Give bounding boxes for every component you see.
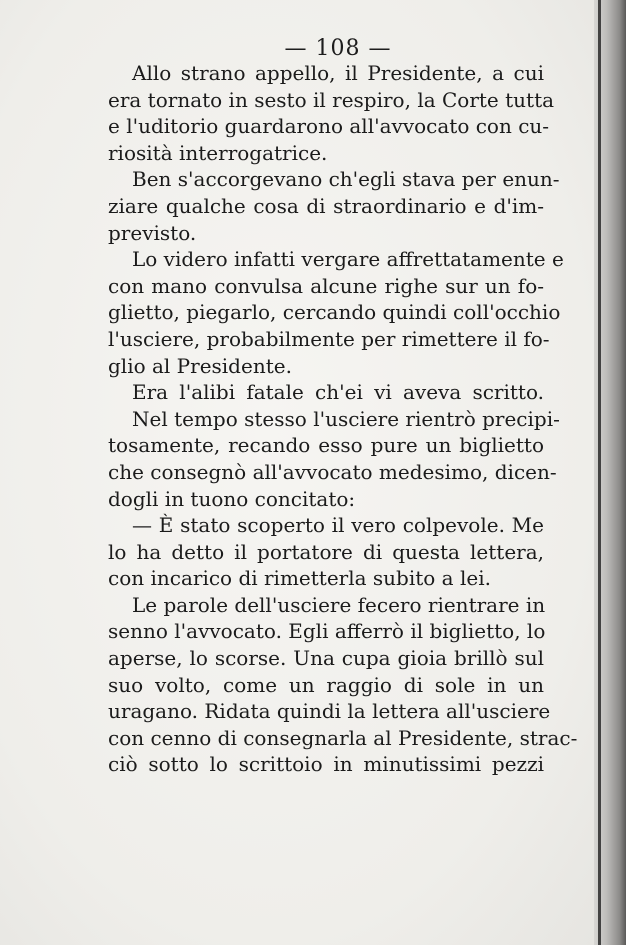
text-line: suo volto, come un raggio di sole in un [108,672,544,697]
text-line: previsto. [108,220,197,245]
text-line: uragano. Ridata quindi la lettera all'usciere [108,699,551,724]
text-line: glio al Presidente. [108,353,292,378]
text-line: con mano convulsa alcune righe sur un fo- [108,273,544,298]
text-line: tosamente, recando esso pure un biglietto [108,433,544,458]
text-line: e l'uditorio guardarono all'avvocato con cu- [108,114,550,139]
text-line: lo ha detto il portatore di questa lettera, [108,539,544,564]
text-line: l'usciere, probabilmente per rimettere il fo- [108,326,550,351]
text-line: ciò sotto lo scrittoio in minutissimi pezzi [108,752,544,777]
text-line: con incarico di rimetterla subito a lei. [108,566,491,591]
text-line: senno l'avvocato. Egli afferrò il biglietto, lo [108,619,546,644]
text-line: Ben s'accorgevano ch'egli stava per enun- [132,167,560,192]
text-line: Allo strano appello, il Presidente, a cui [132,61,544,85]
text-line: dogli in tuono concitato: [108,486,356,511]
text-line: — È stato scoperto il vero colpevole. Me [132,513,544,538]
text-line: glietto, piegarlo, cercando quindi coll'occhio [108,300,561,325]
page-body [108,60,578,778]
text-line: Le parole dell'usciere fecero rientrare in [132,592,546,617]
page-number: — 108 — [284,36,392,61]
text-line: ziare qualche cosa di straordinario e d'im- [108,193,544,218]
text-line: Lo videro infatti vergare affrettatamente e [132,247,564,272]
text-line: aperse, lo scorse. Una cupa gioia brillò sul [108,646,544,671]
page-edge-line [598,0,601,945]
text-line: che consegnò all'avvocato medesimo, dicen- [108,459,557,484]
text-line: Nel tempo stesso l'usciere rientrò precipi- [132,406,560,431]
text-line: riosità interrogatrice. [108,140,328,165]
text-line: era tornato in sesto il respiro, la Corte tutta [108,87,555,112]
text-line: Era l'alibi fatale ch'ei vi aveva scritto. [132,380,544,405]
text-line: con cenno di consegnarla al Presidente, strac- [108,725,578,750]
